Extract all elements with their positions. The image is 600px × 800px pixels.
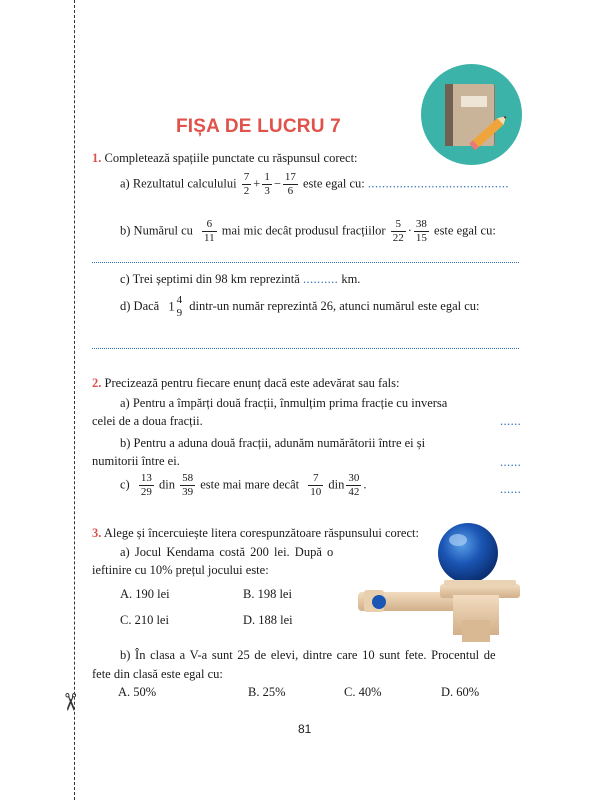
option-d[interactable]: D. 188 lei bbox=[243, 613, 293, 627]
q3-prompt-text: Alege și încercuiește litera corespunzătoare răspunsului corect: bbox=[103, 526, 419, 540]
q2-b-line1: b) Pentru a aduna două fracții, adunăm numărătorii între ei și bbox=[120, 436, 426, 450]
operator: + bbox=[253, 176, 261, 191]
q2-b-line2: numitorii între ei. bbox=[92, 454, 180, 468]
q1-number: 1. bbox=[92, 151, 102, 165]
page-title: FIȘA DE LUCRU 7 bbox=[176, 116, 341, 137]
q1-a-suffix: este egal cu: bbox=[303, 176, 365, 191]
q1-b-prefix: b) Numărul cu bbox=[120, 223, 193, 238]
operator: · bbox=[407, 223, 412, 238]
answer-blank[interactable]: ...... bbox=[500, 455, 522, 469]
fraction: $\frac{13}{29}$ bbox=[140, 472, 152, 499]
scissors-icon: ✂ bbox=[56, 691, 85, 713]
fraction: $\frac{6}{11}$ bbox=[204, 218, 215, 245]
kendama-image bbox=[358, 520, 523, 645]
period: . bbox=[363, 477, 367, 492]
q1-b-suffix: este egal cu: bbox=[434, 223, 496, 238]
fraction: $\frac{1}{3}$ bbox=[264, 171, 270, 198]
q1-b bbox=[120, 218, 496, 245]
q1-c bbox=[120, 272, 360, 287]
fraction: $\frac{7}{10}$ bbox=[310, 472, 322, 499]
q1-d-prefix: d) Dacă bbox=[120, 299, 160, 314]
q1-c-text: c) Trei șeptimi din 98 km reprezintă bbox=[120, 272, 300, 286]
answer-line[interactable] bbox=[92, 262, 519, 263]
q1-b-middle: mai mic decât produsul fracțiilor bbox=[221, 223, 386, 238]
q2-c-label: c) bbox=[120, 477, 130, 492]
q2-a-line2: celei de a doua fracții. bbox=[92, 414, 203, 428]
q2-prompt-text: Precizează pentru fiecare enunț dacă este adevărat sau fals: bbox=[104, 376, 400, 390]
answer-line[interactable] bbox=[92, 348, 519, 349]
word: din bbox=[158, 477, 175, 492]
q1-prompt-text: Completează spațiile punctate cu răspunsul corect: bbox=[104, 151, 358, 165]
word: din bbox=[328, 477, 345, 492]
option-d[interactable]: D. 60% bbox=[441, 685, 480, 699]
option-c[interactable]: C. 40% bbox=[344, 685, 382, 699]
cut-line bbox=[74, 0, 75, 800]
q3-a-line2: ieftinire cu 10% prețul jocului este: bbox=[92, 563, 269, 577]
fraction: $\frac{7}{2}$ bbox=[243, 171, 250, 198]
q1-d bbox=[120, 294, 479, 320]
fraction: $\frac{58}{39}$ bbox=[182, 472, 194, 499]
fraction: $\frac{5}{22}$ bbox=[392, 218, 404, 245]
answer-blank[interactable]: ...... bbox=[500, 414, 522, 428]
q1-c-unit: km. bbox=[341, 272, 361, 286]
q1-d-suffix: dintr-un număr reprezintă 26, atunci numărul este egal cu: bbox=[189, 299, 480, 314]
notebook-pencil-icon bbox=[421, 64, 522, 165]
option-a[interactable]: A. 190 lei bbox=[120, 587, 170, 601]
fraction: $\frac{30}{42}$ bbox=[348, 472, 360, 499]
option-b[interactable]: B. 198 lei bbox=[243, 587, 292, 601]
page-number: 81 bbox=[298, 722, 312, 736]
q1-prompt bbox=[92, 151, 358, 166]
mixed-number: 1 4 9 bbox=[168, 294, 183, 320]
answer-blank[interactable]: .......... bbox=[302, 272, 339, 286]
q3-b-line1: b) În clasa a V-a sunt 25 de elevi, dintre care 10 sunt fete. Procentul de bbox=[120, 648, 496, 662]
option-c[interactable]: C. 210 lei bbox=[120, 613, 169, 627]
q2-number: 2. bbox=[92, 376, 102, 390]
q1-a-prefix: a) Rezultatul calculului bbox=[120, 176, 237, 191]
q2-a-line1: a) Pentru a împărți două fracții, înmulțim prima fracție cu inversa bbox=[120, 396, 448, 410]
q3-a-line1: a) Jocul Kendama costă 200 lei. După o bbox=[120, 545, 334, 559]
q1-a bbox=[120, 171, 509, 198]
q2-c bbox=[120, 472, 366, 499]
option-a[interactable]: A. 50% bbox=[118, 685, 157, 699]
word: este mai mare decât bbox=[200, 477, 300, 492]
q3-number: 3. bbox=[92, 526, 102, 540]
option-b[interactable]: B. 25% bbox=[248, 685, 286, 699]
operator: − bbox=[273, 176, 281, 191]
q3-b-line2: fete din clasă este egal cu: bbox=[92, 667, 223, 681]
answer-blank[interactable]: ...... bbox=[500, 482, 522, 496]
answer-blank[interactable]: ........................................ bbox=[367, 176, 509, 191]
fraction: $\frac{17}{6}$ bbox=[284, 171, 296, 198]
q2-prompt bbox=[92, 376, 399, 391]
fraction: $\frac{38}{15}$ bbox=[415, 218, 427, 245]
